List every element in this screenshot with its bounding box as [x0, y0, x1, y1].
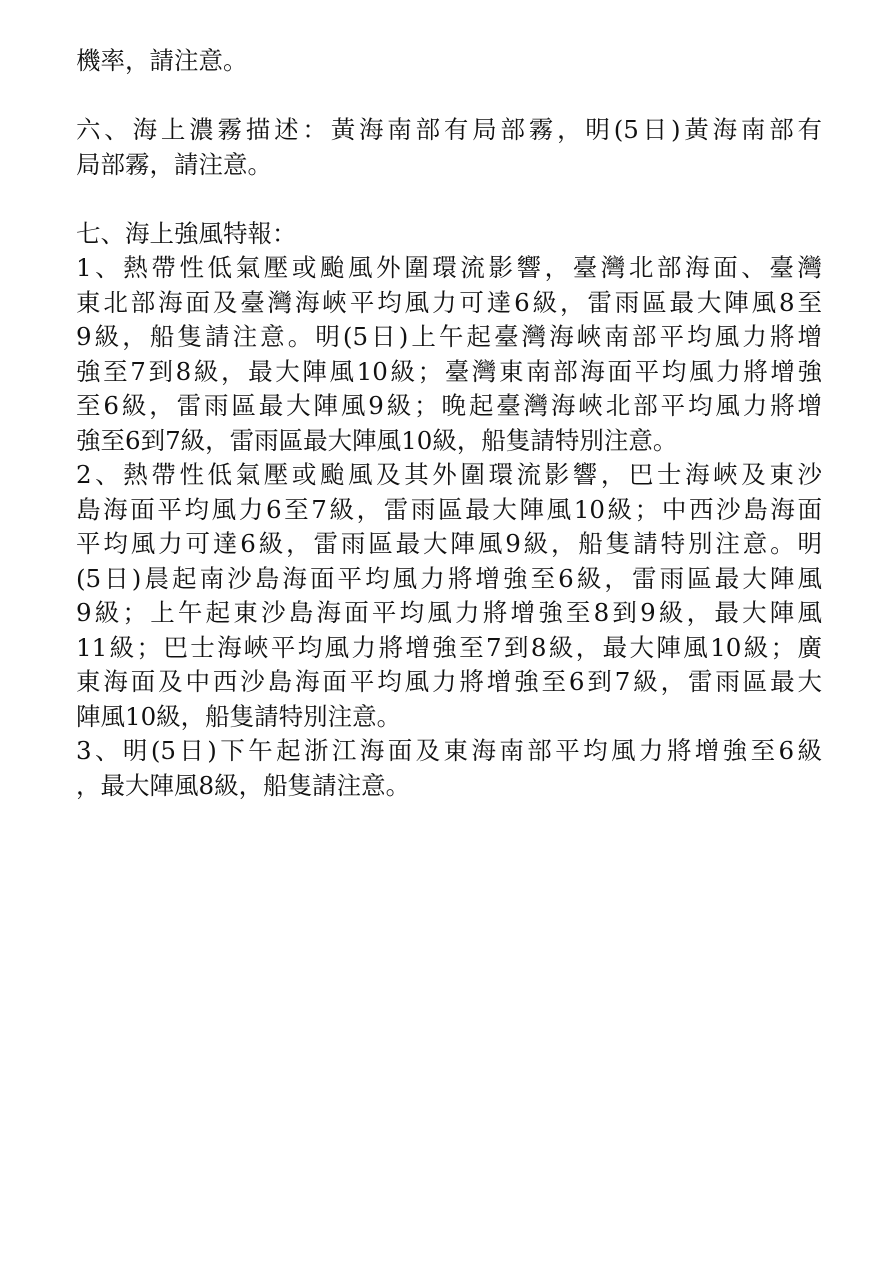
- text-line: 強至7到8級，最大陣風10級；臺灣東南部海面平均風力將增強: [76, 356, 822, 386]
- section-7-strong-wind: [76, 217, 822, 804]
- text-line: 2、熱帶性低氣壓或颱風及其外圍環流影響，巴士海峽及東沙: [76, 460, 822, 489]
- text-line: 東海面及中西沙島海面平均風力將增強至6到7級，雷雨區最大: [76, 667, 822, 696]
- wind-item-3: [76, 734, 822, 803]
- wind-item-2: [76, 458, 822, 734]
- text-line: 9級；上午起東沙島海面平均風力將增強至8到9級，最大陣風: [76, 598, 822, 627]
- text-line: 陣風10級，船隻請特別注意。: [76, 701, 402, 731]
- text-line: 至6級，雷雨區最大陣風9級；晚起臺灣海峽北部平均風力將增: [76, 391, 822, 420]
- paragraph-gap: [76, 79, 822, 114]
- text-line: 島海面平均風力6至7級，雷雨區最大陣風10級；中西沙島海面: [76, 494, 822, 524]
- section-6-sea-fog: [76, 113, 822, 182]
- text-line: 11級；巴士海峽平均風力將增強至7到8級，最大陣風10級；廣: [76, 632, 822, 662]
- text-line: 平均風力可達6級，雷雨區最大陣風9級，船隻請特別注意。明: [76, 529, 822, 558]
- text-line: 強至6到7級，雷雨區最大陣風10級，船隻請特別注意。: [76, 425, 678, 455]
- text-line: 3、明(5日)下午起浙江海面及東海南部平均風力將增強至6級: [76, 736, 822, 765]
- continuation-paragraph: [76, 44, 822, 79]
- text-line: 1、熱帶性低氣壓或颱風外圍環流影響，臺灣北部海面、臺灣: [76, 253, 822, 282]
- text-line: 六、海上濃霧描述：黃海南部有局部霧，明(5日)黃海南部有: [76, 115, 822, 144]
- section-heading: 七、海上強風特報：: [76, 218, 297, 248]
- text-line: (5日)晨起南沙島海面平均風力將增強至6級，雷雨區最大陣風: [76, 563, 822, 593]
- wind-item-1: [76, 251, 822, 458]
- text-line: 東北部海面及臺灣海峽平均風力可達6級，雷雨區最大陣風8至: [76, 287, 822, 317]
- text-line: 9級，船隻請注意。明(5日)上午起臺灣海峽南部平均風力將增: [76, 322, 822, 351]
- document-page: [76, 44, 822, 803]
- paragraph-gap: [76, 182, 822, 217]
- text-line: 機率，請注意。: [76, 46, 248, 75]
- text-line: 局部霧，請注意。: [76, 149, 272, 179]
- text-line: ，最大陣風8級，船隻請注意。: [76, 770, 411, 800]
